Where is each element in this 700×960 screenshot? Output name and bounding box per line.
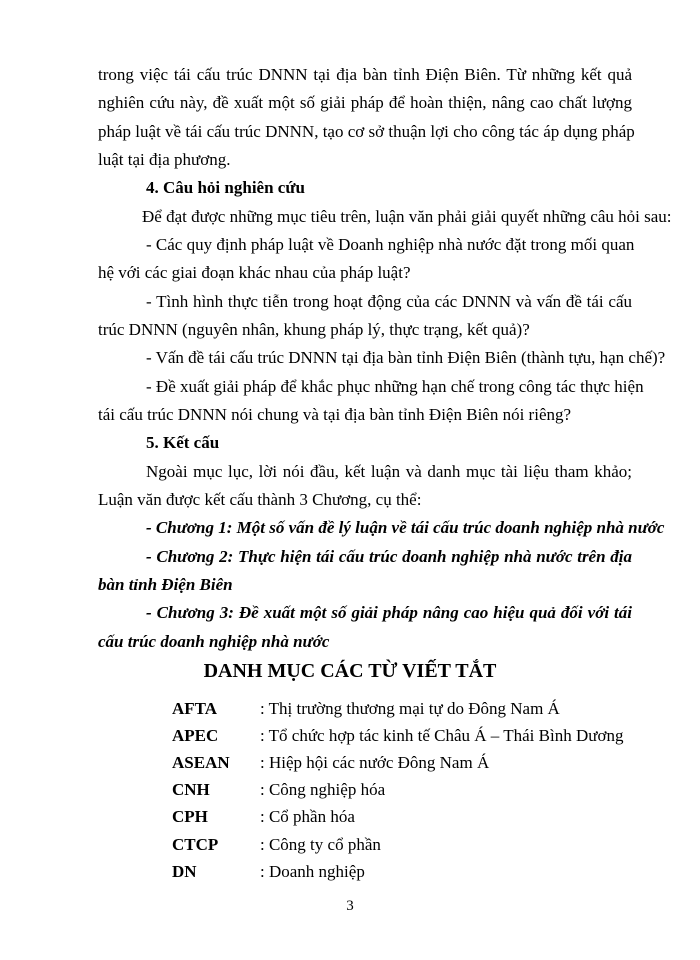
question-item-cont: hệ với các giai đoạn khác nhau của pháp luật? [98,263,411,282]
abbreviation-definition: : Doanh nghiệp [260,862,365,881]
abbreviation-definition: : Hiệp hội các nước Đông Nam Á [260,753,490,772]
abbreviation-code: CNH [172,780,210,799]
paragraph-line: luật tại địa phương. [98,150,231,169]
abbreviation-definition: : Thị trường thương mại tự do Đông Nam Á [260,699,560,718]
abbreviation-definition: : Công ty cổ phần [260,835,381,854]
abbreviation-code: DN [172,862,197,881]
paragraph-line: trong việc tái cấu trúc DNNN tại địa bàn tỉnh Điện Biên. Từ những kết quả [98,65,632,84]
paragraph-line: Ngoài mục lục, lời nói đầu, kết luận và danh mục tài liệu tham khảo; [146,462,632,481]
question-item-cont: trúc DNNN (nguyên nhân, khung pháp lý, thực trạng, kết quả)? [98,320,530,339]
paragraph-line: nghiên cứu này, đề xuất một số giải pháp để hoàn thiện, nâng cao chất lượng [98,93,632,112]
chapter-2-item-cont: bàn tỉnh Điện Biên [98,575,233,594]
paragraph-line: Để đạt được những mục tiêu trên, luận văn phải giải quyết những câu hỏi sau: [142,207,672,226]
page-number: 3 [346,898,354,914]
chapter-3-item: - Chương 3: Đề xuất một số giải pháp nâng cao hiệu quả đối với tái [146,603,632,622]
abbreviation-code: ASEAN [172,753,230,772]
chapter-2-item: - Chương 2: Thực hiện tái cấu trúc doanh nghiệp nhà nước trên địa [146,547,632,566]
abbreviation-definition: : Cổ phần hóa [260,807,355,826]
section-heading-structure: 5. Kết cấu [146,433,220,452]
abbreviation-code: APEC [172,726,219,745]
question-item-cont: tái cấu trúc DNNN nói chung và tại địa bàn tỉnh Điện Biên nói riêng? [98,405,572,424]
abbreviation-definition: : Công nghiệp hóa [260,780,386,799]
paragraph-line: Luận văn được kết cấu thành 3 Chương, cụ thể: [98,490,422,509]
chapter-3-item-cont: cấu trúc doanh nghiệp nhà nước [98,632,330,651]
section-heading-research-questions: 4. Câu hỏi nghiên cứu [146,178,305,197]
abbreviations-title: DANH MỤC CÁC TỪ VIẾT TẮT [203,660,497,682]
question-item: - Đề xuất giải pháp để khắc phục những hạn chế trong công tác thực hiện [146,377,644,396]
abbreviation-code: CPH [172,807,208,826]
question-item: - Vấn đề tái cấu trúc DNNN tại địa bàn tỉnh Điện Biên (thành tựu, hạn chế)? [146,348,666,367]
question-item: - Các quy định pháp luật về Doanh nghiệp nhà nước đặt trong mối quan [146,235,635,254]
question-item: - Tình hình thực tiễn trong hoạt động của các DNNN và vấn đề tái cấu [146,292,632,311]
chapter-1-item: - Chương 1: Một số vấn đề lý luận về tái cấu trúc doanh nghiệp nhà nước [146,518,665,537]
abbreviation-code: CTCP [172,835,219,854]
abbreviation-definition: : Tổ chức hợp tác kinh tế Châu Á – Thái Bình Dương [260,726,624,745]
abbreviation-code: AFTA [172,699,218,718]
paragraph-line: pháp luật về tái cấu trúc DNNN, tạo cơ sở thuận lợi cho công tác áp dụng pháp [98,122,635,141]
